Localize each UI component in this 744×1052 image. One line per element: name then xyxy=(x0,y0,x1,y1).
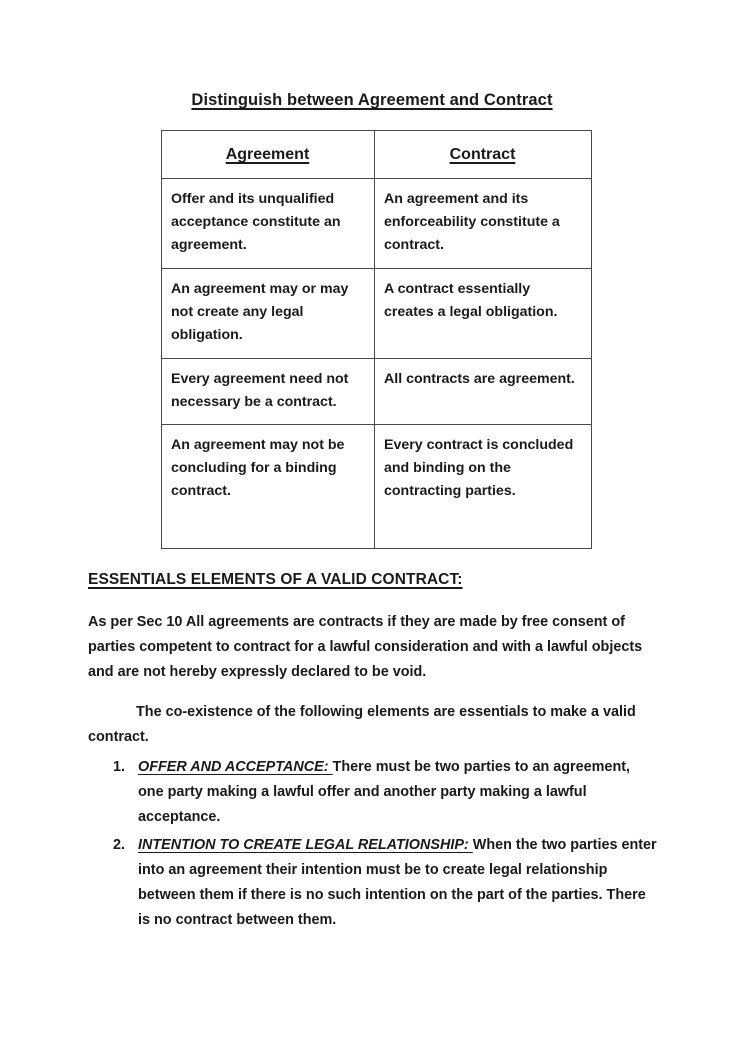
table-cell-contract: An agreement and its enforceability constitute a contract. xyxy=(375,178,592,268)
table-row xyxy=(162,424,592,548)
agreement-contract-comparison-table xyxy=(161,130,592,549)
paragraph-sec-10: As per Sec 10 All agreements are contracts if they are made by free consent of parties competent to contract for a lawful consideration and with a lawful objects and are not hereby expressly declared to be void. xyxy=(88,614,643,680)
table-header-agreement xyxy=(162,131,375,179)
list-item xyxy=(113,755,658,829)
table-header-agreement-text: Agreement xyxy=(225,146,310,163)
table-header-row xyxy=(162,131,592,179)
page-title-text: Distinguish between Agreement and Contract xyxy=(191,91,553,109)
table-cell-agreement: An agreement may not be concluding for a binding contract. xyxy=(162,424,375,548)
section-heading xyxy=(88,571,463,589)
essential-elements-list xyxy=(113,755,658,936)
table-cell-contract: All contracts are agreement. xyxy=(375,358,592,424)
paragraph-co-existence: The co-existence of the following elements are essentials to make a valid contract. xyxy=(88,704,636,746)
table-header-contract xyxy=(375,131,592,179)
section-body xyxy=(88,610,658,766)
table-row xyxy=(162,358,592,424)
list-item-lead-in: INTENTION TO CREATE LEGAL RELATIONSHIP: xyxy=(138,837,473,854)
list-item xyxy=(113,833,658,932)
list-item-text: There must be two parties to an agreement, one party making a lawful offer and another party making a lawful acceptance. xyxy=(138,759,631,825)
table-cell-contract: A contract essentially creates a legal obligation. xyxy=(375,268,592,358)
table-header-contract-text: Contract xyxy=(449,146,516,163)
table-row xyxy=(162,178,592,268)
table-cell-agreement: Every agreement need not necessary be a contract. xyxy=(162,358,375,424)
section-heading-text: ESSENTIALS ELEMENTS OF A VALID CONTRACT: xyxy=(88,571,463,588)
list-item-number: 2. xyxy=(113,837,126,854)
page-title xyxy=(88,90,656,111)
table-cell-agreement: An agreement may or may not create any legal obligation. xyxy=(162,268,375,358)
list-item-lead-in: OFFER AND ACCEPTANCE: xyxy=(138,759,333,775)
list-item-number: 1. xyxy=(113,759,126,775)
table-row xyxy=(162,268,592,358)
list-item-text: When the two parties enter into an agreement their intention must be to create legal relationship between them if there is no such intention on the part of the parties. There is no contract between them. xyxy=(138,837,657,928)
table-cell-contract: Every contract is concluded and binding on the contracting parties. xyxy=(375,424,592,548)
table-cell-agreement: Offer and its unqualified acceptance constitute an agreement. xyxy=(162,178,375,268)
